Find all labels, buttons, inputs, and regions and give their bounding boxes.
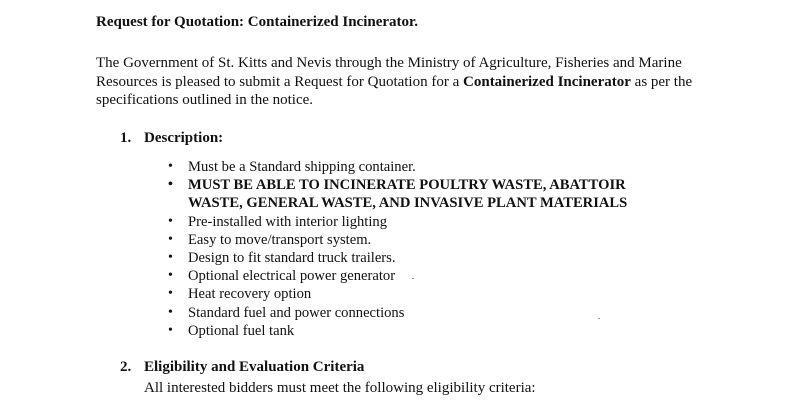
list-item-text: Must be a Standard shipping container. (188, 159, 416, 175)
intro-paragraph (96, 54, 736, 110)
document-title: Request for Quotation: Containerized Incinerator. (96, 14, 419, 30)
list-item-text: Heat recovery option (188, 286, 312, 303)
list-item-text: Easy to move/transport system. (188, 231, 372, 248)
list-item-continuation (166, 194, 627, 212)
list-item-text: Design to fit standard truck trailers. (188, 250, 396, 267)
bullet-icon: • (168, 322, 173, 338)
list-item-text: Standard fuel and power connections (188, 304, 405, 321)
section-heading-text: Description: (144, 130, 224, 146)
intro-text-2: as per the specifications outlined in the notice. (96, 73, 693, 108)
bullet-icon: • (168, 268, 173, 284)
list-item-text: MUST BE ABLE TO INCINERATE POULTRY WASTE, ABATTOIR (188, 177, 626, 194)
section-number: 2. (120, 359, 132, 375)
bullet-icon: • (168, 304, 173, 320)
scan-speck (412, 278, 414, 279)
bullet-icon: • (168, 286, 173, 302)
bullet-icon: • (168, 213, 173, 229)
bullet-icon: • (168, 231, 173, 247)
list-item (166, 285, 627, 303)
eligibility-text: All interested bidders must meet the following eligibility criteria: (144, 380, 536, 396)
bullet-icon: • (168, 250, 173, 266)
list-item (166, 267, 627, 285)
section-heading-description (120, 130, 223, 147)
list-item-text: Optional fuel tank (188, 322, 295, 339)
list-item (166, 158, 627, 176)
bullet-icon: • (168, 159, 173, 174)
bullet-icon: • (168, 177, 173, 193)
list-item (166, 304, 627, 322)
list-item (166, 213, 627, 231)
section-heading-text: Eligibility and Evaluation Criteria (144, 359, 365, 375)
scan-speck (598, 318, 600, 319)
list-item (166, 322, 627, 340)
intro-text-1: The Government of St. Kitts and Nevis through the Ministry of Agriculture, Fisheries and Marine Resources is pleased to submit a Request for Quotation for a (96, 55, 682, 90)
list-item-text: Optional electrical power generator (188, 268, 396, 285)
intro-bold-text: Containerized Incinerator (463, 73, 631, 90)
list-item (166, 249, 627, 267)
list-item-text: Pre-installed with interior lighting (188, 213, 388, 230)
list-item (166, 176, 627, 194)
section-heading-eligibility (120, 359, 364, 376)
list-item-text: WASTE, GENERAL WASTE, AND INVASIVE PLANT MATERIALS (188, 195, 628, 212)
list-item (166, 231, 627, 249)
section-number: 1. (120, 130, 132, 146)
description-list (166, 158, 627, 340)
